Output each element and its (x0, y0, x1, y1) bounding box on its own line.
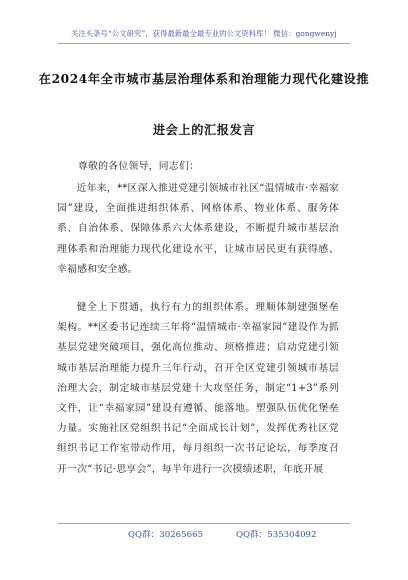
document-title-line-1: 在2024年全市城市基层治理体系和治理能力现代化建设推 (38, 72, 370, 86)
salutation: 尊敬的各位领导，同志们： (78, 161, 200, 172)
document-title-line-2: 进会上的汇报发言 (152, 123, 256, 137)
footer-qq-group-1: QQ群：30265665 (128, 530, 204, 540)
header-divider (58, 43, 350, 44)
paragraph-2: 健全上下贯通，执行有力的组织体系。理顺体制建强堡垒架构。**区委书记连续三年将“温情城市·幸福家园”建设作为抓基层党建突破项目，强化高位推动、项格推进；启动党建引领城市基层治理能力提升三年行动，召开全区党建引领城市基层治理大会，制定城市基层党建十大攻坚任务，制定“1+3”系列文件，让“幸福家园”建设有遵循、能落地。塑强队伍优化堡垒力量。实施社区党组织书记“全面成长计划”，发挥优秀社区党组织书记工作室带动作用，每月组织一次书记论坛，每季度召开一次“书记·思享会”，每半年进行一次摸绩述职，年底开展 (57, 302, 339, 475)
paragraph-1: 近年来，**区深入推进党建引领城市社区“温情城市·幸福家园”建设，全面推进组织体系、网格体系、物业体系、服务体系、自治体系、保障体系六大体系建设，不断提升城市基层治理体系和治理能力现代化建设水平，让城市居民更有获得感、幸福感和安全感。 (57, 183, 339, 275)
header-note: 关注头条号“公文研究”，获得最新最全最专业的公文资料库！ 微信：gongwenyj (71, 29, 337, 38)
footer-qq-group-2: QQ群：535304092 (236, 530, 317, 540)
footer-divider (58, 523, 350, 524)
